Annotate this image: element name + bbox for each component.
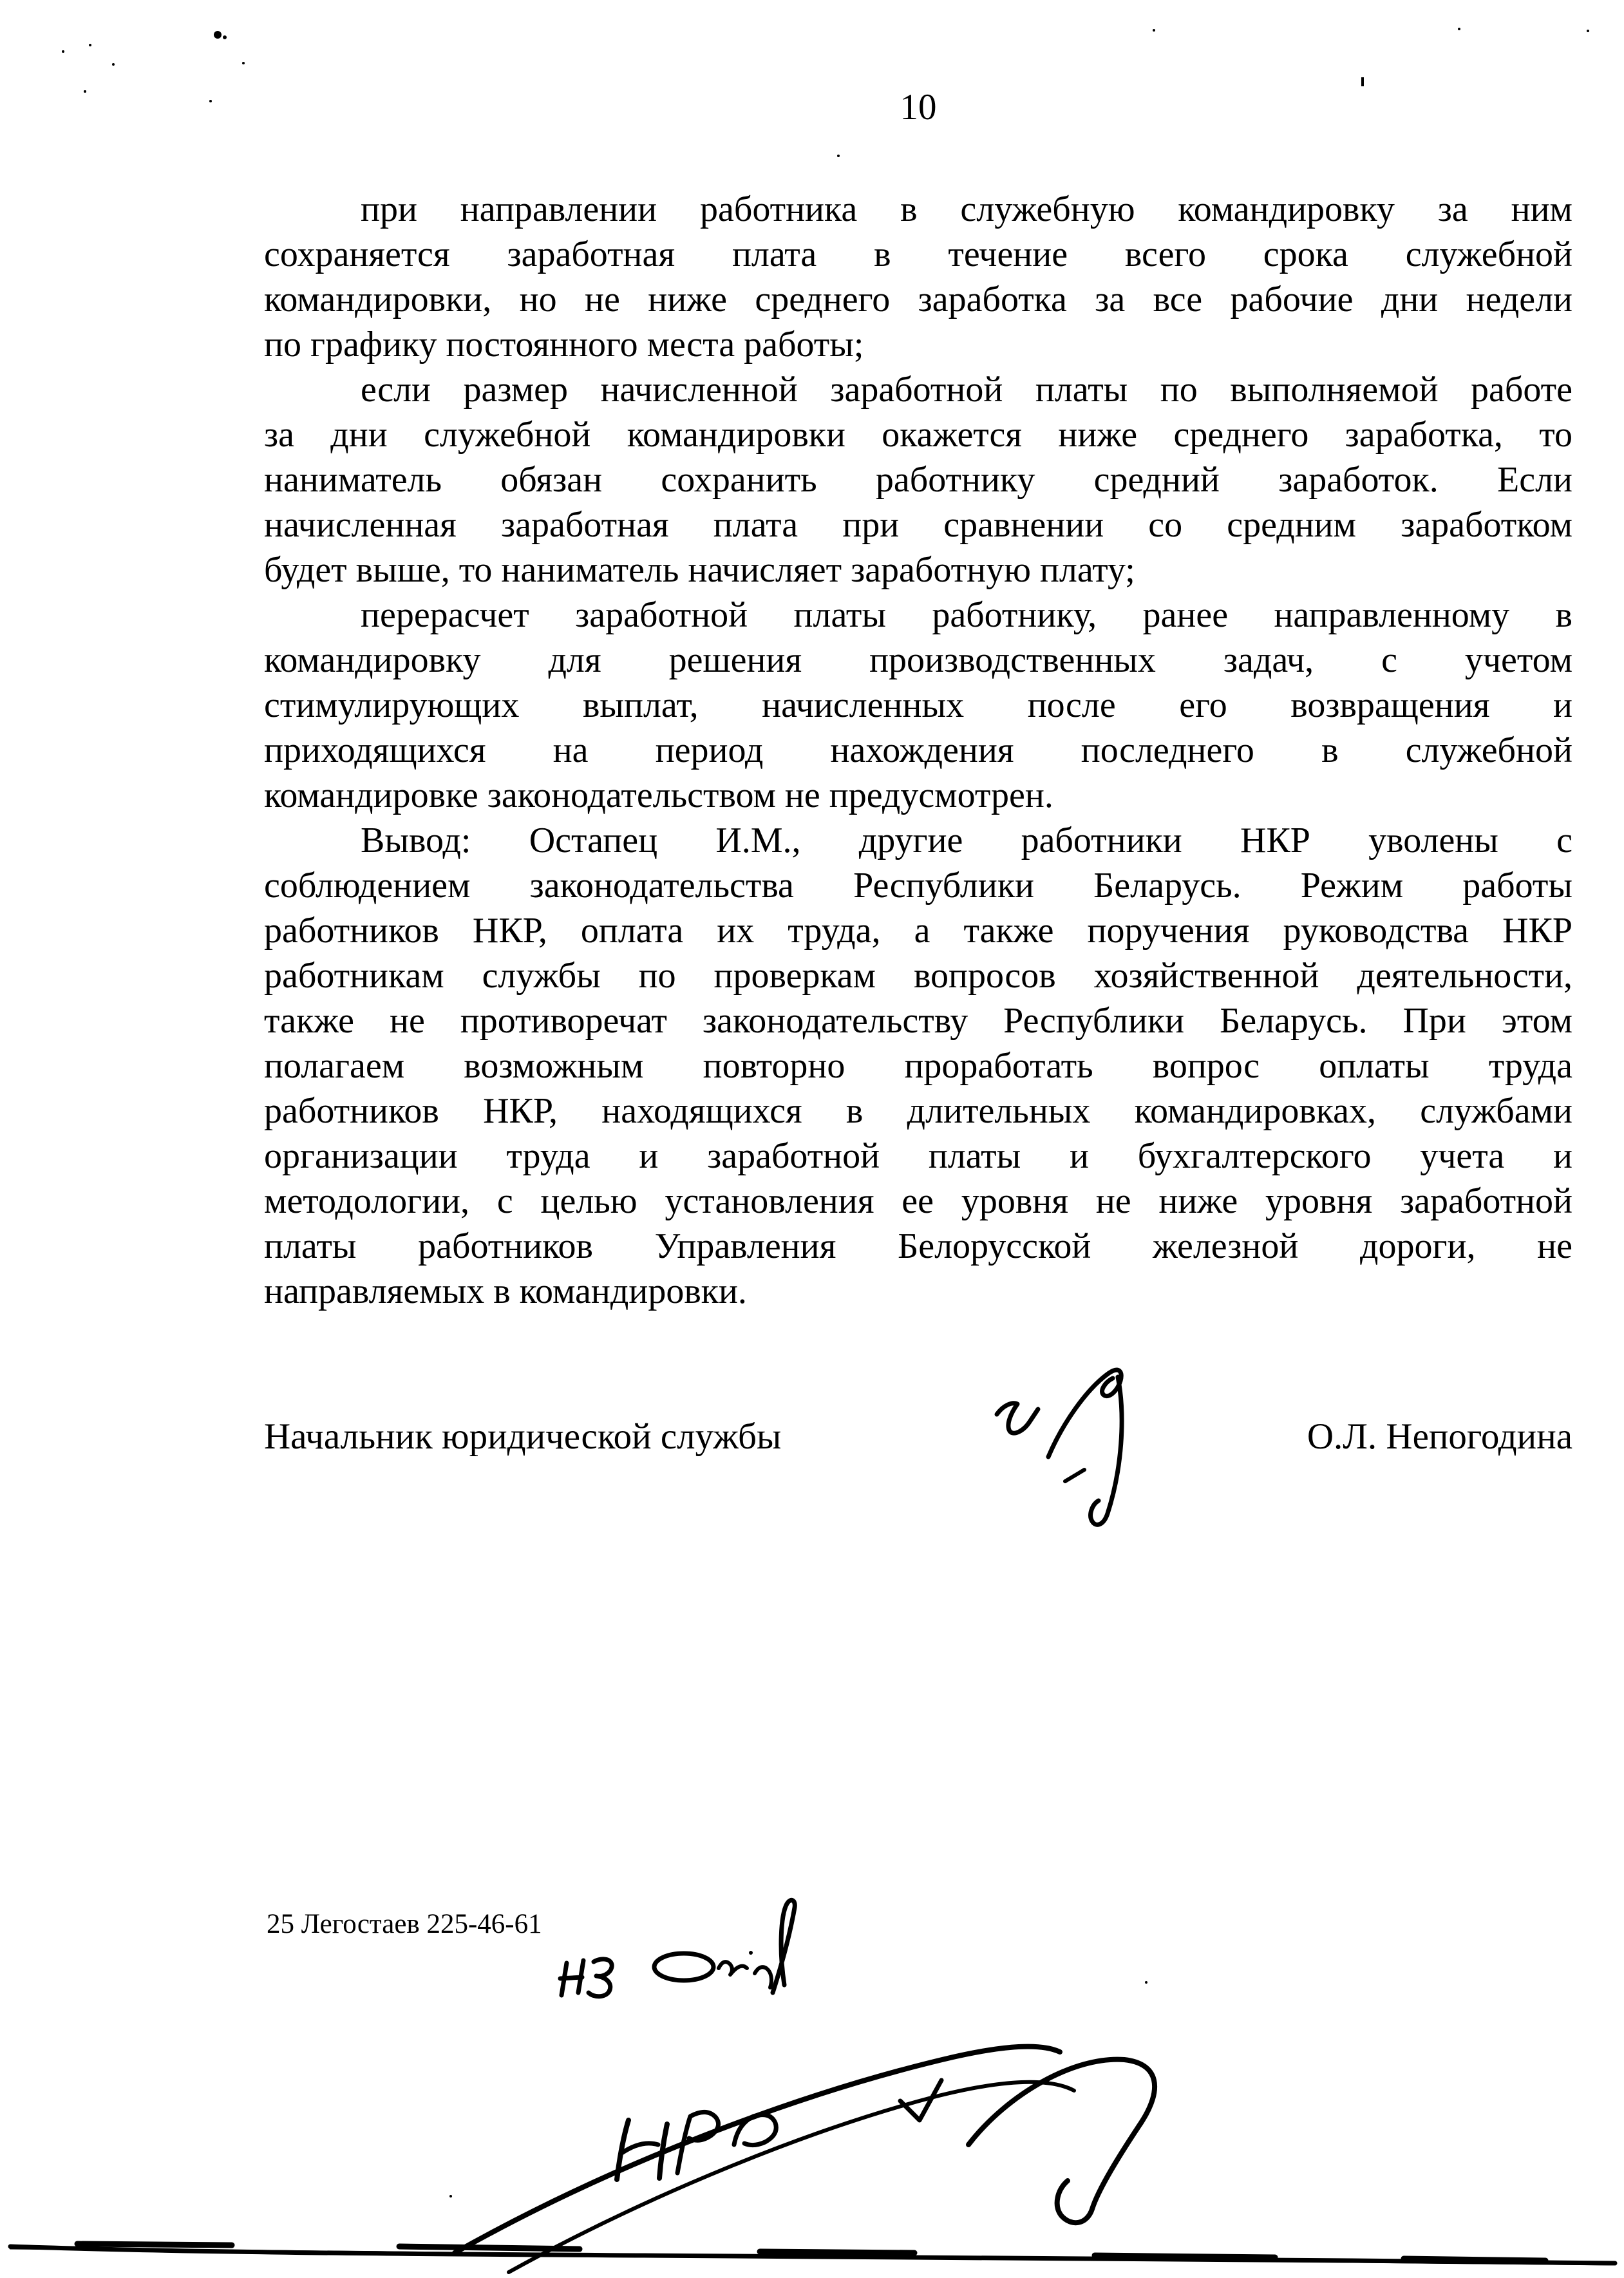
text-line: Вывод: Остапец И.М., другие работники НКР уволены с: [361, 821, 1572, 860]
text-line: платы работников Управления Белорусской железной дороги, не: [264, 1226, 1572, 1266]
text-line: наниматель обязан сохранить работнику средний заработок. Если: [264, 460, 1572, 500]
handwritten-nz-mark: [560, 1959, 612, 1997]
text-line: сохраняется заработная плата в течение всего срока служебной: [264, 234, 1572, 274]
text-line: за дни служебной командировки окажется ниже среднего заработка, то: [264, 415, 1572, 455]
text-line: по графику постоянного места работы;: [264, 325, 864, 365]
signature-row: [264, 1414, 1572, 1459]
signer-name: О.Л. Непогодина: [1307, 1416, 1572, 1457]
oval-signature-scribble: [654, 1900, 795, 1993]
text-line: командировке законодательством не предусмотрен.: [264, 775, 1053, 815]
scan-edge-line: [10, 2244, 1615, 2264]
text-line: командировки, но не ниже среднего заработка за все рабочие дни недели: [264, 280, 1572, 319]
text-line: работникам службы по проверкам вопросов хозяйственной деятельности,: [264, 956, 1572, 996]
page-number: 10: [900, 87, 937, 128]
text-line: перерасчет заработной платы работнику, ранее направленному в: [361, 595, 1572, 635]
text-line: направляемых в командировки.: [264, 1271, 747, 1311]
document-body: [264, 187, 1572, 1314]
text-line: соблюдением законодательства Республики Беларусь. Режим работы: [264, 866, 1572, 906]
text-line: приходящихся на период нахождения последнего в служебной: [264, 730, 1572, 770]
text-line: работников НКР, находящихся в длительных командировках, службами: [264, 1091, 1572, 1131]
text-line: если размер начисленной заработной платы по выполняемой работе: [361, 370, 1572, 410]
paragraph: [264, 367, 1572, 593]
text-line: полагаем возможным повторно проработать вопрос оплаты труда: [264, 1046, 1572, 1086]
text-line: также не противоречат законодательству Республики Беларусь. При этом: [264, 1001, 1572, 1041]
text-line: методологии, с целью установления ее уровня не ниже уровня заработной: [264, 1181, 1572, 1221]
footer-executor-note: 25 Легостаев 225-46-61: [267, 1909, 542, 1939]
text-line: командировку для решения производственных задач, с учетом: [264, 640, 1572, 680]
paragraph: [264, 593, 1572, 818]
large-signature-scrawl: [455, 2047, 1155, 2272]
paragraph: [264, 187, 1572, 367]
text-line: начисленная заработная плата при сравнении со средним заработком: [264, 505, 1572, 545]
text-line: будет выше, то наниматель начисляет заработную плату;: [264, 550, 1135, 590]
position-title-label: Начальник юридической службы: [264, 1416, 782, 1457]
text-line: стимулирующих выплат, начисленных после его возвращения и: [264, 685, 1572, 725]
text-line: при направлении работника в служебную командировку за ним: [361, 189, 1572, 229]
text-line: работников НКР, оплата их труда, а также поручения руководства НКР: [264, 911, 1572, 951]
paragraph: [264, 818, 1572, 1314]
text-line: организации труда и заработной платы и бухгалтерского учета и: [264, 1136, 1572, 1176]
